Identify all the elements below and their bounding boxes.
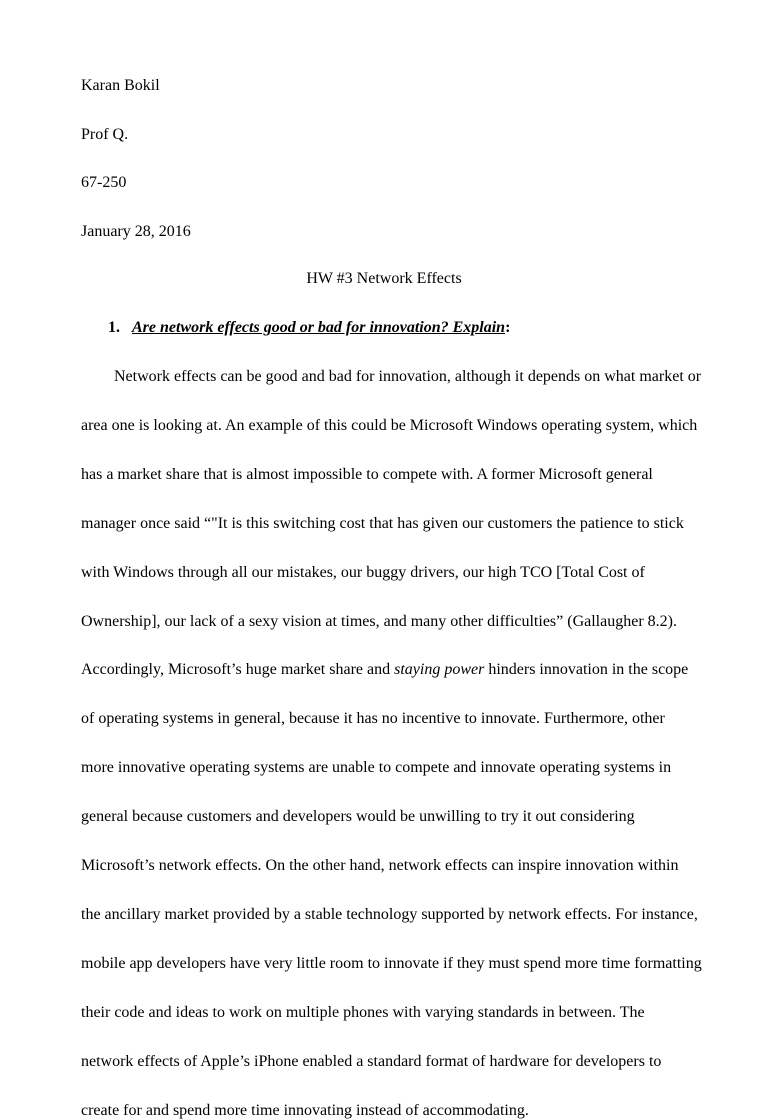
course-number: 67-250 xyxy=(81,174,127,191)
answer-line: manager once said “"It is this switching cost that has given our customers the patience to stick xyxy=(81,515,684,532)
answer-line: Microsoft’s network effects. On the other hand, network effects can inspire innovation within xyxy=(81,857,679,874)
answer-line: Network effects can be good and bad for innovation, although it depends on what market or xyxy=(114,368,702,385)
answer-line: more innovative operating systems are unable to compete and innovate operating systems in xyxy=(81,759,672,776)
emphasized-text: staying power xyxy=(394,661,485,678)
document-date: January 28, 2016 xyxy=(81,223,191,240)
answer-line: network effects of Apple’s iPhone enabled a standard format of hardware for developers to xyxy=(81,1053,662,1070)
answer-line: the ancillary market provided by a stable technology supported by network effects. For instance, xyxy=(81,906,698,923)
answer-line: has a market share that is almost impossible to compete with. A former Microsoft general xyxy=(81,466,653,483)
document-title: HW #3 Network Effects xyxy=(306,270,462,287)
answer-line: Ownership], our lack of a sexy vision at times, and many other difficulties” (Gallaugher 8.2). xyxy=(81,613,677,630)
answer-line: their code and ideas to work on multiple phones with varying standards in between. The xyxy=(81,1004,645,1021)
question-heading xyxy=(108,319,510,337)
answer-line: with Windows through all our mistakes, our buggy drivers, our high TCO [Total Cost of xyxy=(81,564,645,581)
answer-line: mobile app developers have very little room to innovate if they must spend more time formatting xyxy=(81,955,702,972)
author-name: Karan Bokil xyxy=(81,77,160,94)
answer-text: Accordingly, Microsoft’s huge market share and xyxy=(81,661,395,678)
answer-text: hinders innovation in the scope xyxy=(484,661,689,678)
answer-line: create for and spend more time innovating instead of accommodating. xyxy=(81,1102,529,1119)
answer-line: area one is looking at. An example of this could be Microsoft Windows operating system, which xyxy=(81,417,698,434)
answer-line: general because customers and developers would be unwilling to try it out considering xyxy=(81,808,635,825)
answer-line xyxy=(81,661,688,679)
professor-name: Prof Q. xyxy=(81,126,129,143)
question-number: 1. xyxy=(108,319,120,336)
question-suffix: : xyxy=(505,319,511,336)
question-text: Are network effects good or bad for innovation? Explain xyxy=(132,319,506,336)
answer-line: of operating systems in general, because it has no incentive to innovate. Furthermore, other xyxy=(81,710,665,727)
